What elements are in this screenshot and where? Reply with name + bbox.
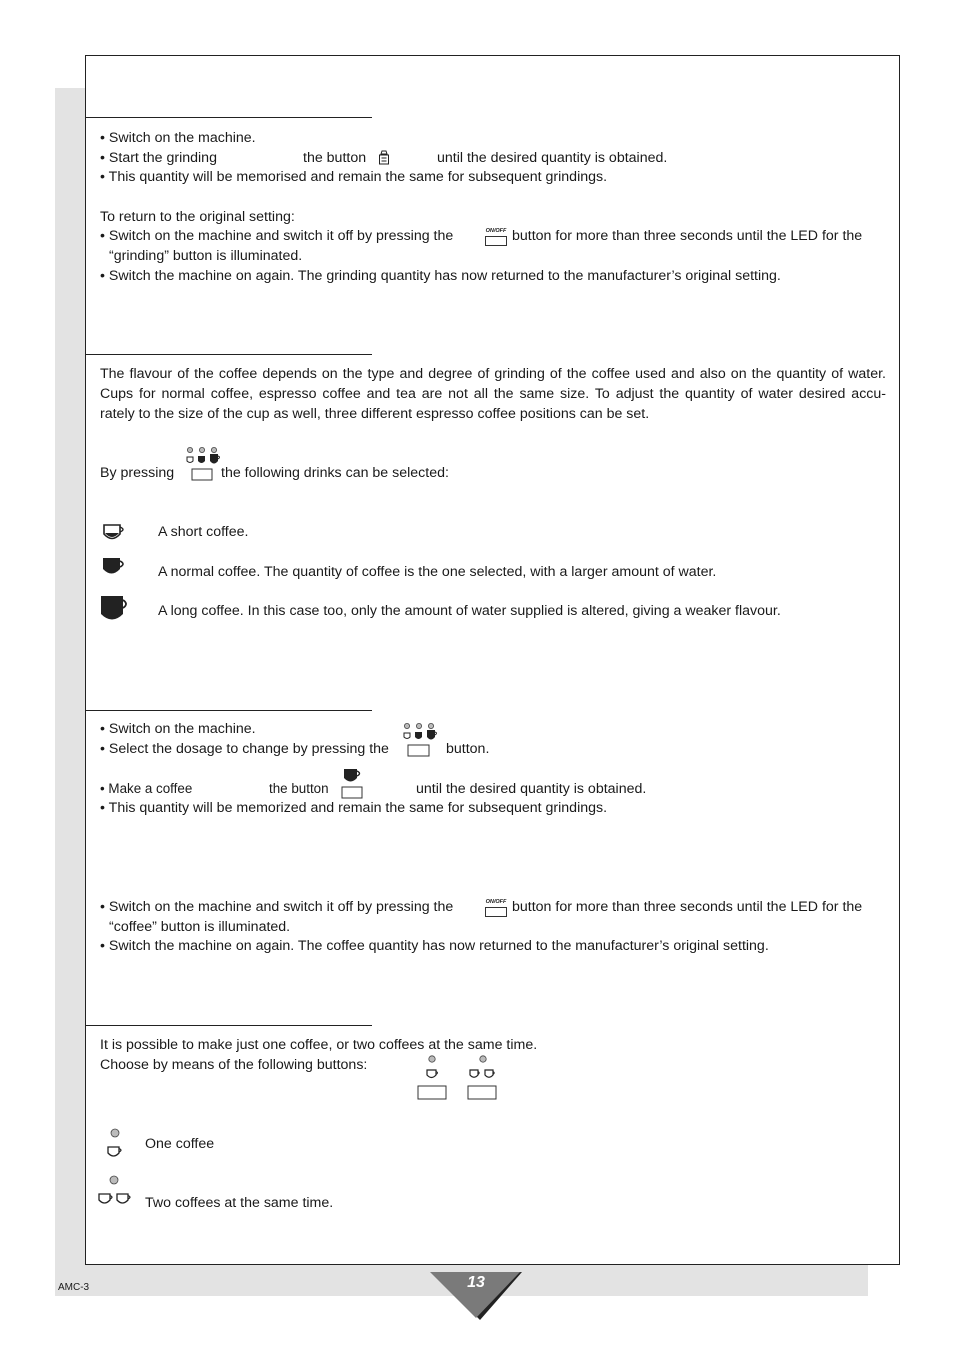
long-coffee-cup-icon [99,595,129,625]
list-item: button for more than three seconds until the LED for the [512,899,863,915]
onoff-button-icon: ON/OFF [484,228,508,246]
section-rule [86,117,372,118]
list-item: • Select the dosage to change by pressing the [100,741,389,757]
grinder-icon [377,150,391,166]
two-coffees-icon [96,1172,136,1208]
onoff-button-icon: ON/OFF [484,899,508,917]
margin-band-left [55,88,86,1296]
paragraph-line: It is possible to make just one coffee, or two coffees at the same time. [100,1037,538,1053]
list-item: • Make a coffee [100,781,193,796]
list-item: until the desired quantity is obtained. [437,150,668,166]
list-item: • Switch on the machine. [100,130,256,146]
subheading: To return to the original setting: [100,209,295,225]
list-item: the button [303,150,367,166]
list-item: • Switch on the machine and switch it off by pressing the [100,228,454,244]
section-rule [86,710,372,711]
list-item: “grinding” button is illuminated. [109,248,303,264]
list-item: button. [446,741,490,757]
list-item: • This quantity will be memorised and remain the same for subsequent grindings. [100,169,608,185]
drink-description: A normal coffee. The quantity of coffee is the one selected, with a larger amount of water. [158,564,717,580]
two-coffees-button-icon [466,1053,500,1101]
paragraph-line: the following drinks can be selected: [221,465,449,481]
cup-size-button-icon [400,722,440,758]
normal-coffee-cup-icon [101,557,127,579]
list-item: • Switch on the machine. [100,721,256,737]
list-item: • Switch the machine on again. The coffee quantity has now returned to the manufacturer’s original setting. [100,938,769,954]
paragraph-line: Cups for normal coffee, espresso coffee and tea are not all the same size. To adjust the quantity of water desired accu- [100,386,886,402]
paragraph-line: rately to the size of the cup as well, three different espresso coffee positions can be set. [100,406,650,422]
list-item: until the desired quantity is obtained. [416,781,647,797]
section-rule [86,354,372,355]
drink-description: A short coffee. [158,524,249,540]
list-item: • Switch the machine on again. The grinding quantity has now returned to the manufacturer’s original setting. [100,268,781,284]
list-item: the button [269,781,329,796]
list-item: button for more than three seconds until the LED for the [512,228,863,244]
short-coffee-cup-icon [102,523,128,545]
drink-description: A long coffee. In this case too, only the amount of water supplied is altered, giving a weaker flavour. [158,603,781,619]
cup-size-button-icon [185,446,223,482]
one-coffee-button-icon [416,1053,448,1101]
list-item: “coffee” button is illuminated. [109,919,291,935]
list-item: • This quantity will be memorized and remain the same for subsequent grindings. [100,800,608,816]
one-coffee-icon [104,1127,128,1161]
option-label: One coffee [145,1136,215,1152]
footer-code: AMC-3 [58,1282,90,1293]
paragraph-line: The flavour of the coffee depends on the type and degree of grinding of the coffee used and also on the quantity of water. [100,366,886,382]
coffee-button-icon [340,767,366,799]
page-number: 13 [467,1274,485,1291]
paragraph-line: By pressing [100,465,175,481]
option-label: Two coffees at the same time. [145,1195,334,1211]
section-rule [86,1025,372,1026]
paragraph-line: Choose by means of the following buttons: [100,1057,368,1073]
list-item: • Switch on the machine and switch it off by pressing the [100,899,454,915]
list-item: • Start the grinding [100,150,217,166]
